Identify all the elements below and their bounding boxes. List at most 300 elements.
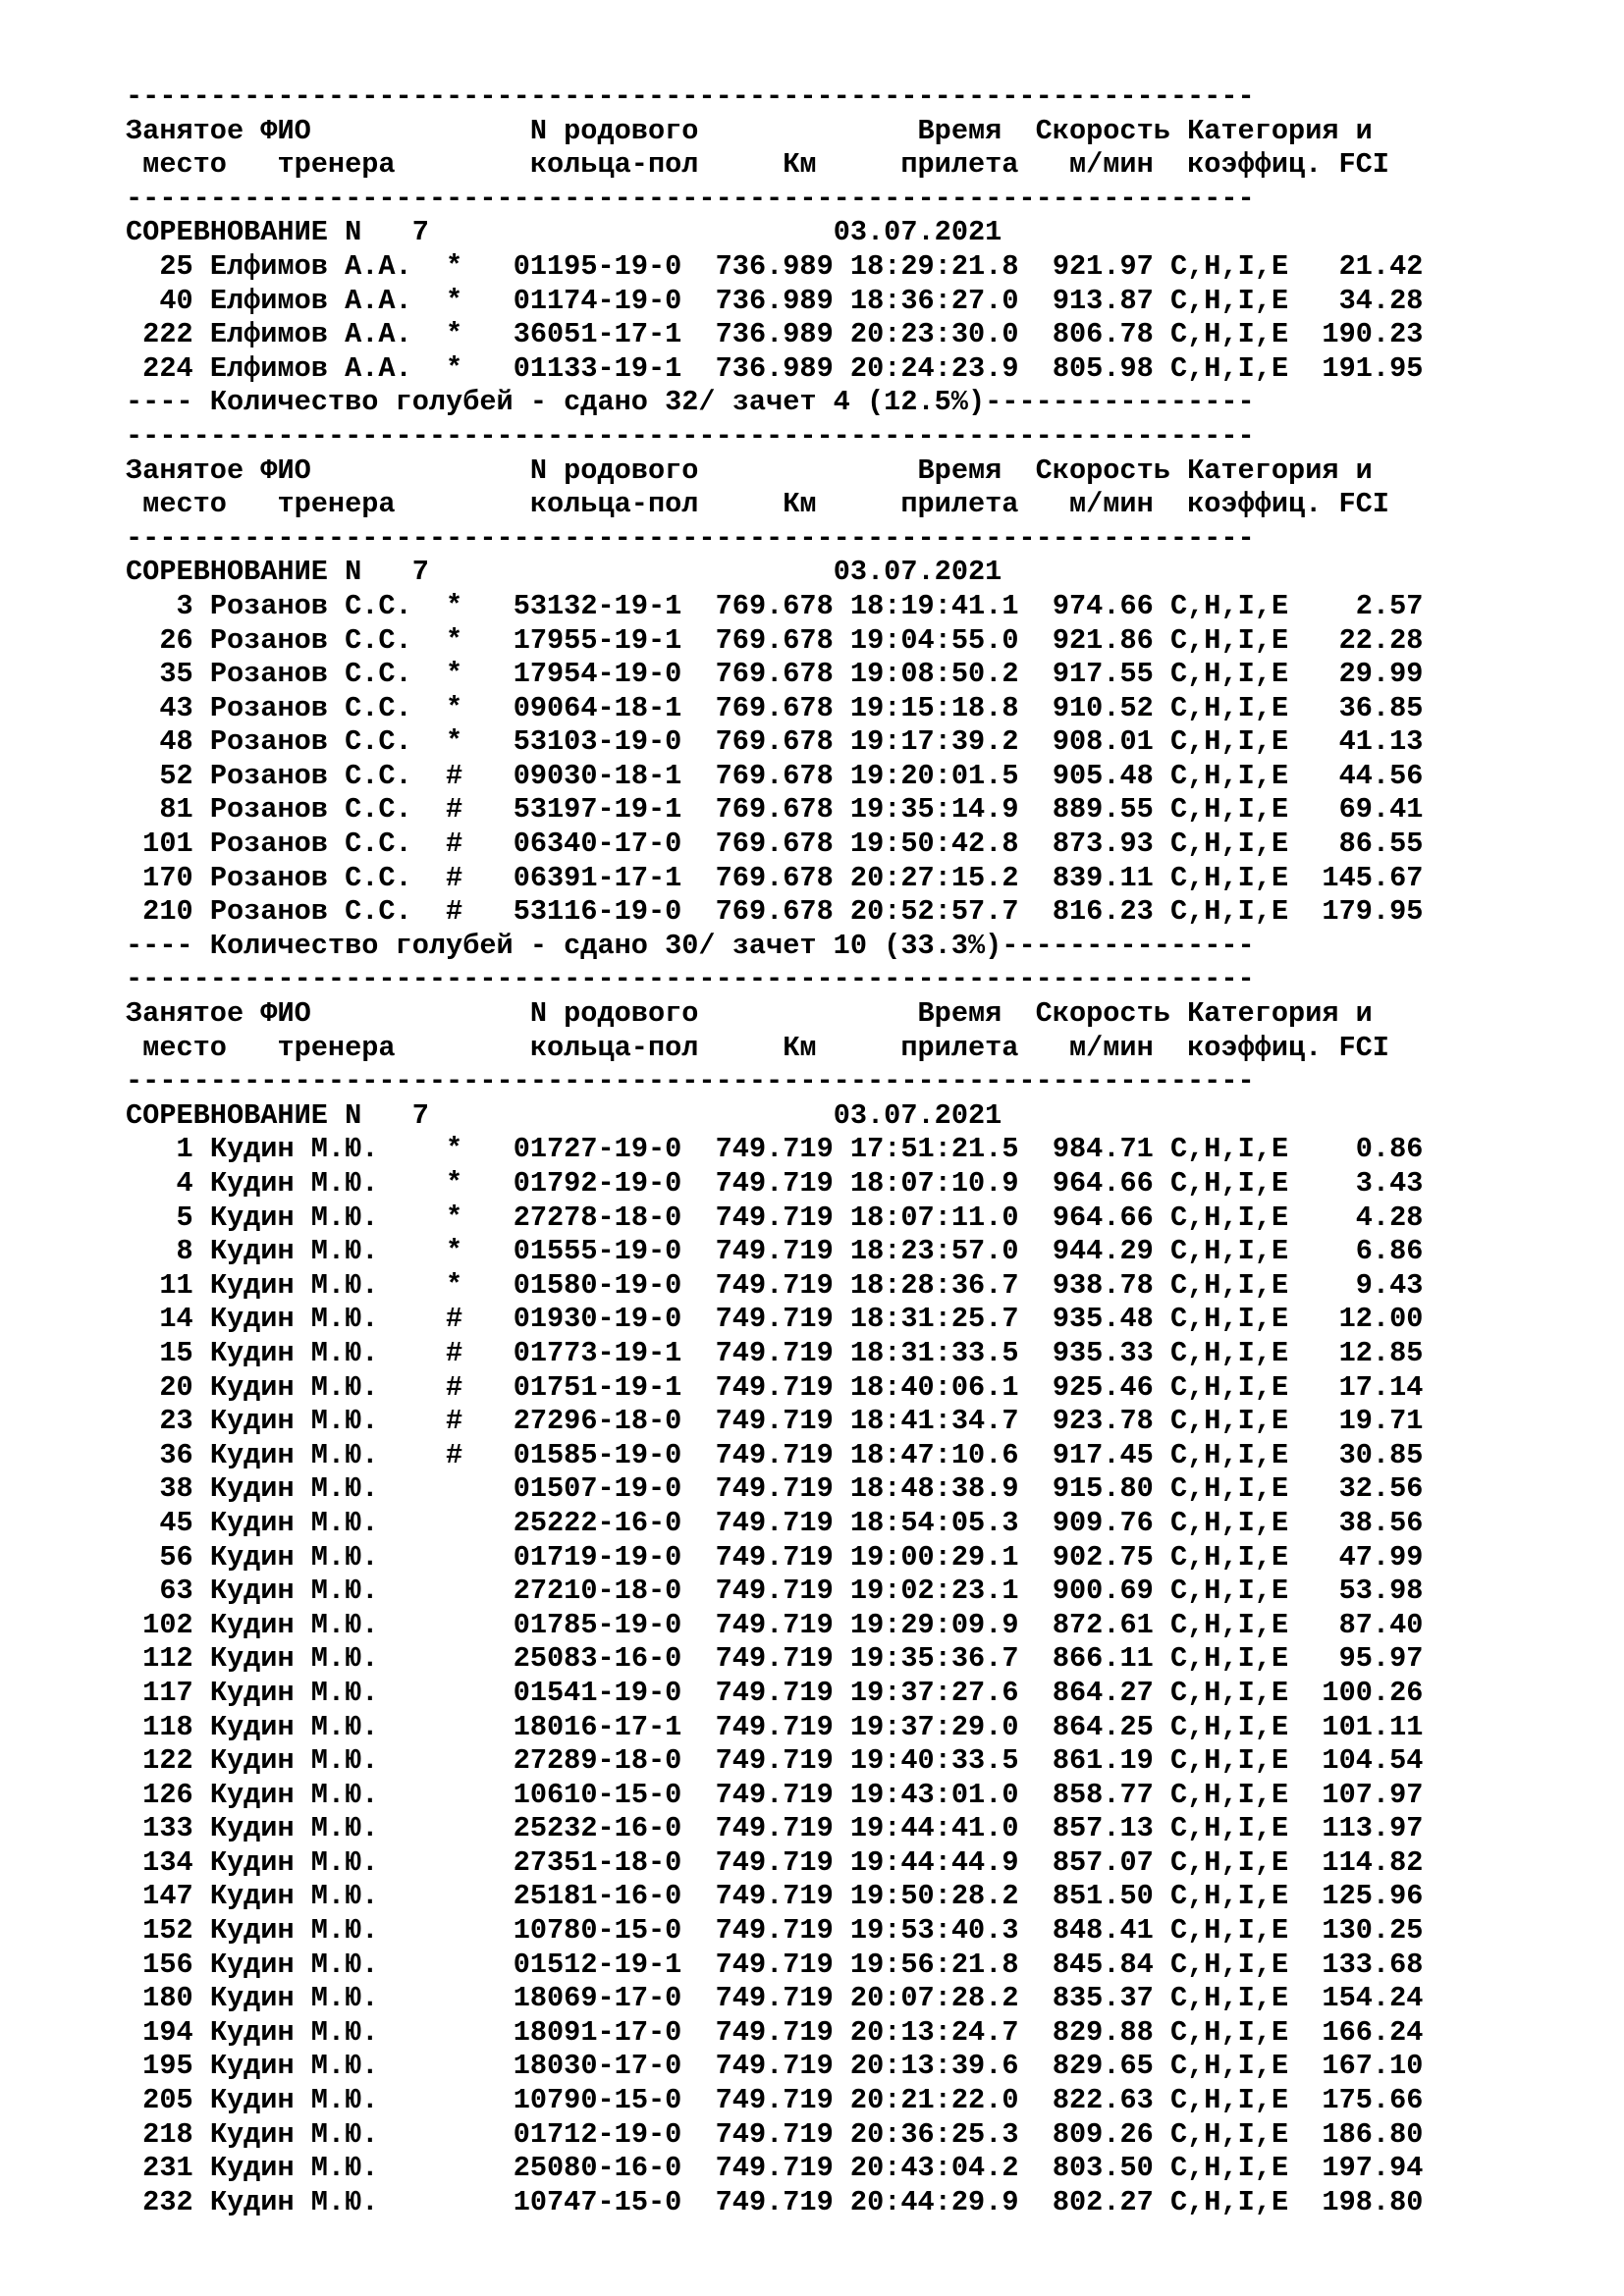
time-cell: 18:36:27.0 bbox=[849, 284, 1019, 317]
header-time-2: прилета bbox=[900, 1031, 1069, 1064]
spacer bbox=[681, 1167, 715, 1200]
time-cell: 19:35:14.9 bbox=[849, 793, 1019, 827]
category-cell: C,H,I,E bbox=[1169, 1914, 1289, 1948]
spacer bbox=[834, 2084, 850, 2116]
spacer bbox=[834, 1405, 850, 1437]
coef-cell: 130.25 bbox=[1288, 1914, 1424, 1948]
ring-cell: 01930-19-0 bbox=[513, 1303, 682, 1336]
rule-top bbox=[126, 80, 1423, 115]
spacer bbox=[193, 2016, 210, 2049]
trainer-cell: Кудин М.Ю. bbox=[209, 2015, 447, 2049]
km-cell: 749.719 bbox=[715, 1845, 834, 1879]
spacer bbox=[681, 1575, 715, 1607]
spacer bbox=[834, 1779, 850, 1811]
trainer-cell: Кудин М.Ю. bbox=[209, 2117, 447, 2151]
ring-cell: 10610-15-0 bbox=[513, 1778, 682, 1811]
spacer bbox=[193, 1779, 210, 1811]
ring-cell: 17954-19-0 bbox=[513, 658, 682, 691]
spacer bbox=[681, 725, 715, 758]
km-cell: 749.719 bbox=[715, 1370, 834, 1404]
rule-header bbox=[126, 1065, 1423, 1099]
spacer bbox=[834, 2186, 850, 2218]
time-cell: 20:27:15.2 bbox=[849, 861, 1019, 894]
spacer bbox=[681, 1269, 715, 1302]
table-row bbox=[126, 2084, 1423, 2118]
spacer bbox=[462, 862, 513, 894]
km-cell: 736.989 bbox=[715, 284, 834, 317]
header-place-2: место bbox=[126, 488, 278, 521]
spacer bbox=[1019, 1779, 1053, 1811]
spacer bbox=[1019, 1235, 1053, 1267]
coef-cell: 32.56 bbox=[1288, 1472, 1424, 1506]
coef-cell: 19.71 bbox=[1288, 1405, 1424, 1438]
spacer bbox=[834, 793, 850, 826]
spacer bbox=[1154, 1677, 1170, 1709]
ring-cell: 18091-17-0 bbox=[513, 2015, 682, 2049]
spacer bbox=[681, 1507, 715, 1539]
time-cell: 20:23:30.0 bbox=[849, 318, 1019, 351]
time-cell: 19:35:36.7 bbox=[849, 1642, 1019, 1676]
speed-cell: 921.97 bbox=[1052, 249, 1154, 283]
time-cell: 20:44:29.9 bbox=[849, 2185, 1019, 2218]
spacer bbox=[834, 1711, 850, 1743]
spacer bbox=[193, 793, 210, 826]
spacer bbox=[834, 590, 850, 622]
spacer bbox=[1154, 1541, 1170, 1574]
category-cell: C,H,I,E bbox=[1169, 725, 1289, 759]
spacer bbox=[681, 250, 715, 283]
trainer-cell: Розанов С.С. bbox=[209, 623, 447, 657]
km-cell: 749.719 bbox=[715, 2152, 834, 2185]
km-cell: 749.719 bbox=[715, 2084, 834, 2117]
spacer bbox=[1019, 1677, 1053, 1709]
km-cell: 769.678 bbox=[715, 589, 834, 622]
header-place: Занятое bbox=[126, 997, 261, 1031]
ring-cell: 27278-18-0 bbox=[513, 1201, 682, 1234]
spacer bbox=[1154, 828, 1170, 860]
mark-cell bbox=[446, 1982, 462, 2014]
spacer bbox=[834, 1133, 850, 1165]
spacer bbox=[1019, 828, 1053, 860]
category-cell: C,H,I,E bbox=[1169, 589, 1289, 622]
table-row bbox=[126, 1167, 1423, 1201]
place-cell: 23 bbox=[126, 1405, 193, 1438]
spacer bbox=[429, 1099, 834, 1132]
spacer bbox=[834, 318, 850, 350]
table-row bbox=[126, 760, 1423, 794]
category-cell: C,H,I,E bbox=[1169, 2084, 1289, 2117]
coef-cell: 30.85 bbox=[1288, 1438, 1424, 1471]
time-cell: 17:51:21.5 bbox=[849, 1133, 1019, 1166]
speed-cell: 829.88 bbox=[1052, 2015, 1154, 2049]
time-cell: 19:08:50.2 bbox=[849, 658, 1019, 691]
spacer bbox=[681, 2186, 715, 2218]
place-cell: 222 bbox=[126, 318, 193, 351]
table-row bbox=[126, 1303, 1423, 1337]
header-speed-2: м/мин bbox=[1068, 1031, 1188, 1064]
summary-dash-tail: --------------- bbox=[1001, 929, 1255, 962]
spacer bbox=[681, 2016, 715, 2049]
time-cell: 19:00:29.1 bbox=[849, 1540, 1019, 1574]
spacer bbox=[834, 725, 850, 758]
place-cell: 48 bbox=[126, 725, 193, 759]
spacer bbox=[1154, 1235, 1170, 1267]
spacer bbox=[462, 1541, 513, 1574]
header-place-2: место bbox=[126, 148, 278, 182]
spacer bbox=[1019, 250, 1053, 283]
speed-cell: 816.23 bbox=[1052, 895, 1154, 929]
speed-cell: 851.50 bbox=[1052, 1880, 1154, 1913]
speed-cell: 845.84 bbox=[1052, 1948, 1154, 1981]
km-cell: 736.989 bbox=[715, 318, 834, 351]
header-place: Занятое bbox=[126, 454, 261, 487]
spacer bbox=[193, 2084, 210, 2116]
km-cell: 769.678 bbox=[715, 861, 834, 894]
category-cell: C,H,I,E bbox=[1169, 249, 1289, 283]
coef-cell: 17.14 bbox=[1288, 1370, 1424, 1404]
trainer-cell: Кудин М.Ю. bbox=[209, 1812, 447, 1845]
table-row bbox=[126, 1677, 1423, 1711]
trainer-cell: Кудин М.Ю. bbox=[209, 1845, 447, 1879]
trainer-cell: Кудин М.Ю. bbox=[209, 1438, 447, 1471]
spacer bbox=[681, 1303, 715, 1335]
time-cell: 19:40:33.5 bbox=[849, 1744, 1019, 1778]
category-cell: C,H,I,E bbox=[1169, 1472, 1289, 1506]
table-row bbox=[126, 2118, 1423, 2153]
spacer bbox=[834, 1167, 850, 1200]
header-time: Время bbox=[917, 997, 1002, 1031]
coef-cell: 186.80 bbox=[1288, 2117, 1424, 2151]
spacer bbox=[681, 2050, 715, 2082]
spacer bbox=[193, 624, 210, 657]
header-category: Категория и bbox=[1187, 454, 1373, 487]
coef-cell: 104.54 bbox=[1288, 1744, 1424, 1778]
spacer bbox=[193, 658, 210, 690]
spacer bbox=[681, 590, 715, 622]
trainer-cell: Кудин М.Ю. bbox=[209, 1982, 447, 2015]
mark-cell: * bbox=[446, 1235, 463, 1268]
header-place-2: место bbox=[126, 1031, 278, 1064]
trainer-cell: Кудин М.Ю. bbox=[209, 2185, 447, 2218]
spacer bbox=[462, 1269, 513, 1302]
time-cell: 18:47:10.6 bbox=[849, 1438, 1019, 1471]
spacer bbox=[1154, 1269, 1170, 1302]
spacer bbox=[193, 1982, 210, 2014]
table-row bbox=[126, 1846, 1423, 1881]
place-cell: 43 bbox=[126, 691, 193, 724]
spacer bbox=[193, 285, 210, 317]
table-row bbox=[126, 1575, 1423, 1609]
mark-cell bbox=[446, 1609, 462, 1641]
category-cell: C,H,I,E bbox=[1169, 1336, 1289, 1369]
coef-cell: 3.43 bbox=[1288, 1167, 1424, 1200]
coef-cell: 190.23 bbox=[1288, 318, 1424, 351]
spacer bbox=[834, 352, 850, 385]
mark-cell: # bbox=[446, 895, 463, 929]
table-row bbox=[126, 862, 1423, 896]
table-row bbox=[126, 1982, 1423, 2016]
header-category: Категория и bbox=[1187, 114, 1373, 147]
spacer bbox=[1154, 1779, 1170, 1811]
spacer bbox=[681, 624, 715, 657]
spacer bbox=[1154, 2016, 1170, 2049]
km-cell: 749.719 bbox=[715, 1472, 834, 1506]
table-row bbox=[126, 2050, 1423, 2084]
category-cell: C,H,I,E bbox=[1169, 351, 1289, 385]
mark-cell bbox=[446, 1812, 462, 1844]
place-cell: 101 bbox=[126, 828, 193, 861]
time-cell: 18:41:34.7 bbox=[849, 1405, 1019, 1438]
spacer bbox=[681, 1337, 715, 1369]
km-cell: 749.719 bbox=[715, 1540, 834, 1574]
time-cell: 18:07:10.9 bbox=[849, 1167, 1019, 1200]
time-cell: 19:37:27.6 bbox=[849, 1676, 1019, 1709]
speed-cell: 935.33 bbox=[1052, 1336, 1154, 1369]
spacer bbox=[681, 1812, 715, 1844]
mark-cell: * bbox=[446, 284, 463, 317]
competition-title: СОРЕВНОВАНИЕ N 7 bbox=[126, 216, 429, 249]
spacer bbox=[193, 1880, 210, 1912]
spacer bbox=[193, 1133, 210, 1165]
km-cell: 736.989 bbox=[715, 249, 834, 283]
spacer bbox=[1019, 1371, 1053, 1404]
header-time-2: прилета bbox=[900, 488, 1069, 521]
spacer bbox=[1019, 725, 1053, 758]
divider-rule: ------------------------------------------------------------------- bbox=[126, 80, 1255, 113]
ring-cell: 09030-18-1 bbox=[513, 759, 682, 792]
ring-cell: 06391-17-1 bbox=[513, 861, 682, 894]
spacer bbox=[681, 1642, 715, 1675]
speed-cell: 902.75 bbox=[1052, 1540, 1154, 1574]
trainer-cell: Кудин М.Ю. bbox=[209, 2084, 447, 2117]
speed-cell: 806.78 bbox=[1052, 318, 1154, 351]
spacer bbox=[681, 1949, 715, 1981]
mark-cell: * bbox=[446, 691, 463, 724]
spacer bbox=[1019, 624, 1053, 657]
time-cell: 19:50:42.8 bbox=[849, 828, 1019, 861]
km-cell: 749.719 bbox=[715, 1303, 834, 1336]
coef-cell: 95.97 bbox=[1288, 1642, 1424, 1676]
spacer bbox=[681, 1541, 715, 1574]
place-cell: 218 bbox=[126, 2117, 193, 2151]
spacer bbox=[429, 216, 834, 248]
header-ring-2: кольца-пол bbox=[529, 148, 784, 182]
time-cell: 19:15:18.8 bbox=[849, 691, 1019, 724]
category-cell: C,H,I,E bbox=[1169, 2117, 1289, 2151]
km-cell: 769.678 bbox=[715, 828, 834, 861]
ring-cell: 53132-19-1 bbox=[513, 589, 682, 622]
spacer bbox=[193, 318, 210, 350]
spacer bbox=[681, 1982, 715, 2014]
spacer bbox=[462, 2016, 513, 2049]
spacer bbox=[462, 352, 513, 385]
table-row bbox=[126, 793, 1423, 828]
spacer bbox=[1154, 725, 1170, 758]
ring-cell: 06340-17-0 bbox=[513, 828, 682, 861]
time-cell: 18:40:06.1 bbox=[849, 1370, 1019, 1404]
mark-cell bbox=[446, 1472, 462, 1505]
ring-cell: 01133-19-1 bbox=[513, 351, 682, 385]
category-cell: C,H,I,E bbox=[1169, 1948, 1289, 1981]
category-cell: C,H,I,E bbox=[1169, 623, 1289, 657]
coef-cell: 69.41 bbox=[1288, 793, 1424, 827]
place-cell: 147 bbox=[126, 1880, 193, 1913]
spacer bbox=[834, 1880, 850, 1912]
trainer-cell: Кудин М.Ю. bbox=[209, 1303, 447, 1336]
table-row bbox=[126, 828, 1423, 862]
time-cell: 20:21:22.0 bbox=[849, 2084, 1019, 2117]
header-ring: N родового bbox=[529, 114, 918, 147]
spacer bbox=[834, 1609, 850, 1641]
speed-cell: 802.27 bbox=[1052, 2185, 1154, 2218]
mark-cell: # bbox=[446, 1303, 463, 1336]
spacer bbox=[681, 352, 715, 385]
ring-cell: 25232-16-0 bbox=[513, 1812, 682, 1845]
speed-cell: 908.01 bbox=[1052, 725, 1154, 759]
spacer bbox=[834, 2152, 850, 2184]
spacer bbox=[834, 828, 850, 860]
mark-cell: * bbox=[446, 249, 463, 283]
trainer-cell: Елфимов А.А. bbox=[209, 351, 447, 385]
rule-header bbox=[126, 183, 1423, 217]
category-cell: C,H,I,E bbox=[1169, 861, 1289, 894]
spacer bbox=[1154, 2152, 1170, 2184]
header-row-top bbox=[126, 997, 1423, 1032]
spacer bbox=[834, 1677, 850, 1709]
place-cell: 112 bbox=[126, 1642, 193, 1676]
spacer bbox=[834, 1439, 850, 1471]
coef-cell: 197.94 bbox=[1288, 2152, 1424, 2185]
category-cell: C,H,I,E bbox=[1169, 2050, 1289, 2083]
spacer bbox=[193, 1711, 210, 1743]
speed-cell: 917.55 bbox=[1052, 658, 1154, 691]
mark-cell: * bbox=[446, 1201, 463, 1234]
spacer bbox=[1019, 1167, 1053, 1200]
km-cell: 769.678 bbox=[715, 759, 834, 792]
category-cell: C,H,I,E bbox=[1169, 1438, 1289, 1471]
km-cell: 749.719 bbox=[715, 1167, 834, 1200]
spacer bbox=[193, 250, 210, 283]
header-speed: Скорость bbox=[1035, 997, 1170, 1031]
spacer bbox=[462, 1982, 513, 2014]
speed-cell: 944.29 bbox=[1052, 1235, 1154, 1268]
table-row bbox=[126, 250, 1423, 285]
spacer bbox=[1019, 1609, 1053, 1641]
spacer bbox=[1154, 1133, 1170, 1165]
table-row bbox=[126, 1711, 1423, 1745]
table-row bbox=[126, 1744, 1423, 1779]
place-cell: 117 bbox=[126, 1676, 193, 1709]
header-row-bottom bbox=[126, 1032, 1423, 1066]
spacer bbox=[834, 1235, 850, 1267]
header-category-2: коэффиц. FCI bbox=[1187, 148, 1389, 182]
mark-cell bbox=[446, 1677, 462, 1709]
mark-cell bbox=[446, 2118, 462, 2151]
summary-dash: ---- bbox=[126, 929, 210, 962]
speed-cell: 835.37 bbox=[1052, 1982, 1154, 2015]
category-cell: C,H,I,E bbox=[1169, 1880, 1289, 1913]
header-km: Км bbox=[783, 1031, 901, 1064]
km-cell: 749.719 bbox=[715, 1744, 834, 1778]
trainer-cell: Елфимов А.А. bbox=[209, 284, 447, 317]
spacer bbox=[193, 1201, 210, 1234]
header-speed-2: м/мин bbox=[1068, 148, 1188, 182]
spacer bbox=[681, 1609, 715, 1641]
category-cell: C,H,I,E bbox=[1169, 1982, 1289, 2015]
km-cell: 749.719 bbox=[715, 1201, 834, 1234]
table-row bbox=[126, 1439, 1423, 1473]
spacer bbox=[681, 285, 715, 317]
spacer bbox=[1019, 2050, 1053, 2082]
coef-cell: 41.13 bbox=[1288, 725, 1424, 759]
ring-cell: 01727-19-0 bbox=[513, 1133, 682, 1166]
speed-cell: 872.61 bbox=[1052, 1608, 1154, 1641]
spacer bbox=[681, 1779, 715, 1811]
spacer bbox=[1019, 1303, 1053, 1335]
place-cell: 56 bbox=[126, 1540, 193, 1574]
km-cell: 769.678 bbox=[715, 658, 834, 691]
category-cell: C,H,I,E bbox=[1169, 658, 1289, 691]
ring-cell: 01195-19-0 bbox=[513, 249, 682, 283]
speed-cell: 857.07 bbox=[1052, 1845, 1154, 1879]
spacer bbox=[1019, 1575, 1053, 1607]
time-cell: 19:02:23.1 bbox=[849, 1575, 1019, 1608]
spacer bbox=[834, 1337, 850, 1369]
spacer bbox=[681, 760, 715, 792]
mark-cell: # bbox=[446, 828, 463, 861]
place-cell: 45 bbox=[126, 1506, 193, 1539]
mark-cell bbox=[446, 2016, 462, 2049]
spacer bbox=[1019, 692, 1053, 724]
spacer bbox=[681, 1201, 715, 1234]
trainer-cell: Кудин М.Ю. bbox=[209, 1506, 447, 1539]
coef-cell: 175.66 bbox=[1288, 2084, 1424, 2117]
table-row bbox=[126, 1235, 1423, 1269]
time-cell: 19:29:09.9 bbox=[849, 1608, 1019, 1641]
table-row bbox=[126, 352, 1423, 387]
spacer bbox=[834, 2016, 850, 2049]
spacer bbox=[1019, 1812, 1053, 1844]
spacer bbox=[681, 828, 715, 860]
place-cell: 133 bbox=[126, 1812, 193, 1845]
speed-cell: 984.71 bbox=[1052, 1133, 1154, 1166]
time-cell: 18:23:57.0 bbox=[849, 1235, 1019, 1268]
trainer-cell: Розанов С.С. bbox=[209, 759, 447, 792]
spacer bbox=[462, 658, 513, 690]
spacer bbox=[462, 1405, 513, 1437]
spacer bbox=[1154, 1371, 1170, 1404]
category-cell: C,H,I,E bbox=[1169, 318, 1289, 351]
time-cell: 18:29:21.8 bbox=[849, 249, 1019, 283]
coef-cell: 191.95 bbox=[1288, 351, 1424, 385]
table-row bbox=[126, 1201, 1423, 1236]
summary-text: Количество голубей - сдано 32/ зачет 4 (12.5%) bbox=[209, 386, 986, 419]
km-cell: 749.719 bbox=[715, 1268, 834, 1302]
spacer bbox=[1019, 1711, 1053, 1743]
spacer bbox=[1019, 1337, 1053, 1369]
spacer bbox=[1019, 1201, 1053, 1234]
header-trainer-2: тренера bbox=[277, 488, 530, 521]
trainer-cell: Розанов С.С. bbox=[209, 725, 447, 759]
trainer-cell: Кудин М.Ю. bbox=[209, 1133, 447, 1166]
header-speed: Скорость bbox=[1035, 114, 1170, 147]
coef-cell: 12.00 bbox=[1288, 1303, 1424, 1336]
competition-row bbox=[126, 556, 1423, 590]
divider-rule: ------------------------------------------------------------------- bbox=[126, 419, 1255, 453]
header-km: Км bbox=[783, 148, 901, 182]
time-cell: 18:48:38.9 bbox=[849, 1472, 1019, 1506]
spacer bbox=[462, 1507, 513, 1539]
